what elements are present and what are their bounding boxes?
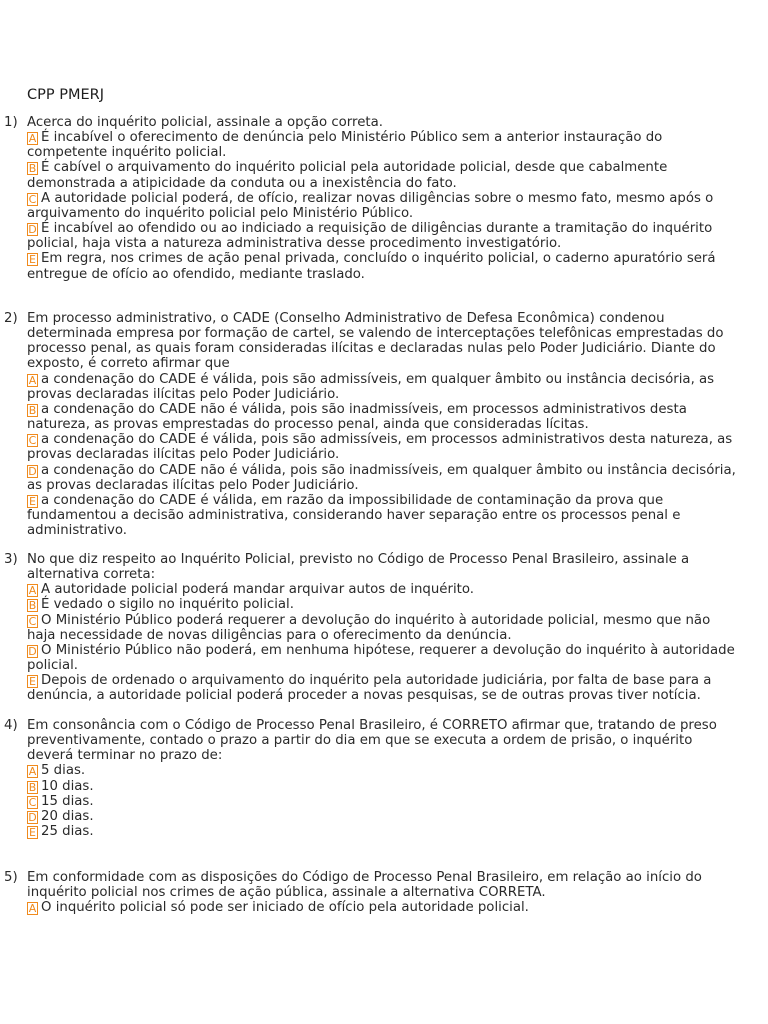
option-text: a condenação do CADE é válida, em razão da impossibilidade de contaminação da prova que fundamentou a decisão administrativa, considerando haver separação entre os processos penal e administrativo. bbox=[27, 492, 681, 539]
question-number: 1) bbox=[4, 115, 18, 130]
option-b[interactable] bbox=[27, 597, 740, 612]
option-d[interactable] bbox=[27, 463, 740, 493]
option-e[interactable] bbox=[27, 493, 740, 538]
option-text: É incabível o oferecimento de denúncia pelo Ministério Público sem a anterior instauração do competente inquérito policial. bbox=[27, 130, 663, 161]
option-e[interactable] bbox=[27, 673, 740, 703]
option-a[interactable] bbox=[27, 582, 740, 597]
question-stem: Em conformidade com as disposições do Código de Processo Penal Brasileiro, em relação ao início do inquérito policial nos crimes de ação pública, assinale a alternativa CORRETA. bbox=[27, 870, 702, 901]
option-letter-badge: A bbox=[28, 584, 37, 598]
question-5 bbox=[0, 870, 740, 915]
option-text: A autoridade policial poderá, de ofício, realizar novas diligências sobre o mesmo fato, mesmo após o arquivamento do inquérito policial pelo Ministério Público. bbox=[27, 190, 714, 221]
option-b[interactable] bbox=[27, 402, 740, 432]
option-letter-badge: A bbox=[28, 373, 37, 387]
option-b[interactable] bbox=[27, 160, 740, 190]
option-d[interactable] bbox=[27, 809, 740, 824]
option-letter-badge: E bbox=[27, 253, 38, 266]
option-letter-badge: E bbox=[27, 675, 38, 688]
option-text: A autoridade policial poderá mandar arquivar autos de inquérito. bbox=[41, 582, 474, 598]
option-text: O Ministério Público poderá requerer a devolução do inquérito à autoridade policial, mesmo que não haja necessidade de novas diligências para o oferecimento da denúncia. bbox=[27, 612, 711, 643]
option-a[interactable] bbox=[27, 900, 740, 915]
option-text: a condenação do CADE não é válida, pois são inadmissíveis, em qualquer âmbito ou instância decisória, as provas declaradas ilícitas pelo Poder Judiciário. bbox=[27, 462, 736, 493]
option-text: a condenação do CADE é válida, pois são admissíveis, em qualquer âmbito ou instância decisória, as provas declaradas ilícitas pelo Poder Judiciário. bbox=[27, 371, 715, 402]
option-letter-badge: B bbox=[28, 599, 37, 613]
option-a[interactable] bbox=[27, 763, 740, 778]
option-letter-badge: C bbox=[28, 192, 37, 206]
option-d[interactable] bbox=[27, 221, 740, 251]
option-letter-badge: D bbox=[28, 644, 37, 658]
option-text: 10 dias. bbox=[41, 778, 94, 794]
option-c[interactable] bbox=[27, 613, 740, 643]
option-a[interactable] bbox=[27, 372, 740, 402]
option-text: O Ministério Público não poderá, em nenhuma hipótese, requerer a devolução do inquérito à autoridade policial. bbox=[27, 642, 735, 674]
page-title: CPP PMERJ bbox=[27, 87, 104, 103]
question-number: 5) bbox=[4, 870, 18, 885]
question-number: 3) bbox=[4, 552, 18, 567]
option-text: 5 dias. bbox=[41, 763, 86, 779]
question-number: 2) bbox=[4, 311, 18, 326]
option-e[interactable] bbox=[27, 824, 740, 839]
option-letter-badge: B bbox=[28, 403, 37, 417]
option-text: É cabível o arquivamento do inquérito policial pela autoridade policial, desde que cabalmente demonstrada a atipicidade da conduta ou a inexistência do fato. bbox=[27, 160, 668, 191]
option-text: 15 dias. bbox=[41, 793, 94, 809]
option-a[interactable] bbox=[27, 130, 740, 160]
option-c[interactable] bbox=[27, 794, 740, 809]
question-3 bbox=[0, 552, 740, 704]
option-d[interactable] bbox=[27, 643, 740, 673]
option-text: 20 dias. bbox=[41, 808, 94, 824]
option-e[interactable] bbox=[27, 251, 740, 281]
option-c[interactable] bbox=[27, 191, 740, 221]
option-letter-badge: B bbox=[28, 780, 37, 794]
question-stem: No que diz respeito ao Inquérito Policial, previsto no Código de Processo Penal Brasileiro, assinale a alternativa correta: bbox=[27, 552, 690, 583]
option-letter-badge: C bbox=[28, 614, 37, 628]
question-2 bbox=[0, 311, 740, 538]
option-letter-badge: A bbox=[28, 132, 37, 146]
option-letter-badge: B bbox=[28, 162, 37, 176]
option-letter-badge: C bbox=[28, 795, 37, 809]
option-c[interactable] bbox=[27, 432, 740, 462]
option-text: a condenação do CADE é válida, pois são admissíveis, em processos administrativos desta natureza, as provas declaradas ilícitas pelo Poder Judiciário. bbox=[27, 432, 733, 463]
option-text: Depois de ordenado o arquivamento do inquérito pela autoridade judiciária, por falta de base para a denúncia, a autoridade policial poderá proceder a novas pesquisas, se de outras provas tiver notícia. bbox=[27, 673, 712, 704]
option-letter-badge: E bbox=[27, 495, 38, 508]
question-4 bbox=[0, 718, 740, 839]
question-number: 4) bbox=[4, 718, 18, 733]
option-letter-badge: E bbox=[27, 826, 38, 839]
option-text: 25 dias. bbox=[41, 824, 94, 840]
option-text: É incabível ao ofendido ou ao indiciado a requisição de diligências durante a tramitação do inquérito policial, haja vista a natureza administrativa desse procedimento investigatório. bbox=[27, 221, 713, 252]
question-stem: Em processo administrativo, o CADE (Conselho Administrativo de Defesa Econômica) condenou determinada empresa por formação de cartel, se valendo de interceptações telefônicas emprestadas do processo penal, as quais foram consideradas ilícitas e declaradas nulas pelo Poder Judiciário. Diante do exposto, é correto afirmar que bbox=[27, 311, 724, 372]
option-text: É vedado o sigilo no inquérito policial. bbox=[41, 597, 294, 613]
question-stem: Em consonância com o Código de Processo Penal Brasileiro, é CORRETO afirmar que, tratando de preso preventivamente, contado o prazo a partir do dia em que se executa a ordem de prisão, o inquérito deverá terminar no prazo de: bbox=[27, 718, 717, 764]
option-text: Em regra, nos crimes de ação penal privada, concluído o inquérito policial, o caderno apuratório será entregue de ofício ao ofendido, mediante traslado. bbox=[27, 251, 716, 282]
question-1 bbox=[0, 115, 740, 282]
option-letter-badge: D bbox=[28, 464, 37, 478]
option-letter-badge: C bbox=[28, 434, 37, 448]
option-text: a condenação do CADE não é válida, pois são inadmissíveis, em processos administrativos desta natureza, as provas emprestadas do processo penal, ainda que consideradas lícitas. bbox=[27, 401, 687, 433]
option-text: O inquérito policial só pode ser iniciado de ofício pela autoridade policial. bbox=[41, 900, 529, 916]
question-stem: Acerca do inquérito policial, assinale a opção correta. bbox=[27, 115, 383, 130]
option-letter-badge: A bbox=[28, 765, 37, 779]
option-b[interactable] bbox=[27, 779, 740, 794]
option-letter-badge: A bbox=[28, 902, 37, 916]
option-letter-badge: D bbox=[28, 810, 37, 824]
option-letter-badge: D bbox=[28, 223, 37, 237]
